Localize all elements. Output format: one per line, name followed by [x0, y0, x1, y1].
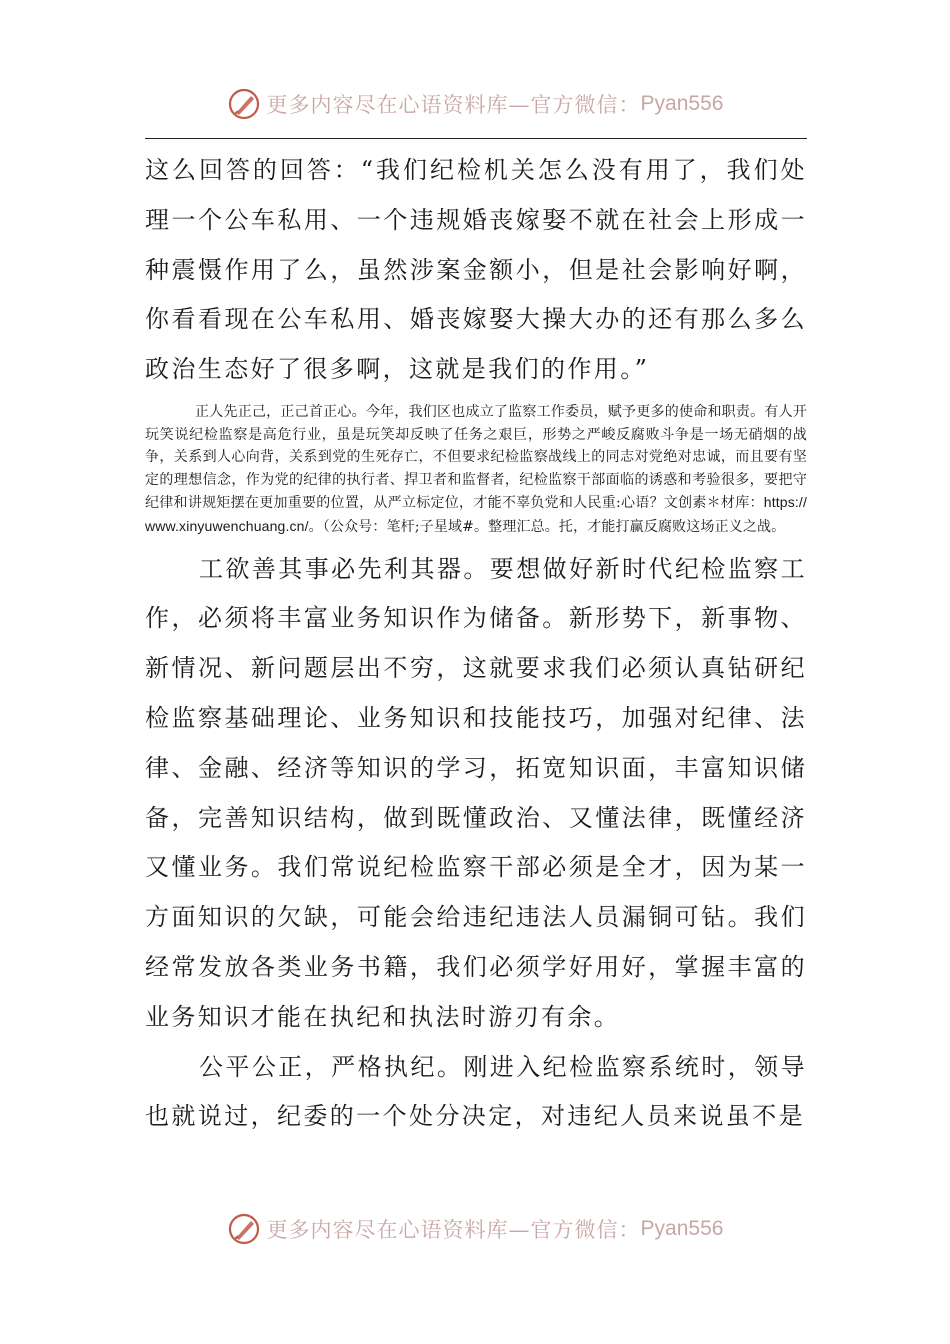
paragraph-3: 工欲善其事必先利其器。要想做好新时代纪检监察工作，必须将丰富业务知识作为储备。新形势下，新事物、新情况、新问题层出不穷，这就要求我们必须认真钻研纪检监察基础理论、业务知识和技能技巧，加强对纪律、法律、金融、经济等知识的学习，拓宽知识面，丰富知识储备，完善知识结构，做到既懂政治、又懂法律，既懂经济又懂业务。我们常说纪检监察干部必须是全才，因为某一方面知识的欠缺，可能会给违纪违法人员漏铜可钻。我们经常发放各类业务书籍，我们必须学好用好，掌握丰富的业务知识才能在执纪和执法时游刃有余。	[145, 554, 807, 1031]
footer-banner-text: 更多内容尽在心语资料库—官方微信：	[266, 1218, 641, 1242]
footer-banner	[0, 1209, 950, 1249]
banner-text: 更多内容尽在心语资料库—官方微信：	[266, 93, 641, 117]
paragraph-4: 公平公正，严格执纪。刚进入纪检监察系统时，领导也就说过，纪委的一个处分决定，对违纪人员来说虽不是	[145, 1052, 807, 1131]
wechat-id: Pyan556	[640, 92, 724, 115]
header-banner	[0, 84, 950, 124]
pen-logo-icon	[227, 87, 261, 121]
paragraph-2-text: 正人先正己，正己首正心。今年，我们区也成立了监察工作委员，赋予更多的使命和职责。有人开玩笑说纪检监察是高危行业，虽是玩笑却反映了任务之艰巨，形势之严峻反腐败斗争是一场无硝烟的战争，关系到人心向背，关系到党的生死存亡，不但要求纪检监察战线上的同志对党绝对忠诚，而且要有坚定的理想信念，作为党的纪律的执行者、捍卫者和监督者，纪检监察干部面临的诱惑和考验很多，要把守纪律和讲规矩摆在更加重要的位置，从严立标定位，才能不辜负党和人民重:心语？文创素＊材库：	[145, 403, 807, 512]
paragraph-1: 这么回答的回答：“我们纪检机关怎么没有用了，我们处理一个公车私用、一个违规婚丧嫁娶不就在社会上形成一种震慑作用了么，虽然涉案金额小，但是社会影响好啊，你看看现在公车私用、婚丧嫁娶大操大办的还有那么多么政治生态好了很多啊，这就是我们的作用。”	[145, 156, 807, 384]
paragraph-2	[145, 401, 807, 539]
footer-wechat-id: Pyan556	[640, 1217, 724, 1240]
paragraph-2-tail: 。（公众号：笔杆;子星域#。整理汇总。托，才能打赢反腐败这场正义之战。	[308, 518, 786, 535]
pen-logo-icon	[227, 1212, 261, 1246]
header-divider	[145, 138, 807, 139]
paragraph-2-url: https://www.xinyuwenchuang.cn/	[145, 494, 807, 534]
document-body	[145, 146, 807, 1142]
